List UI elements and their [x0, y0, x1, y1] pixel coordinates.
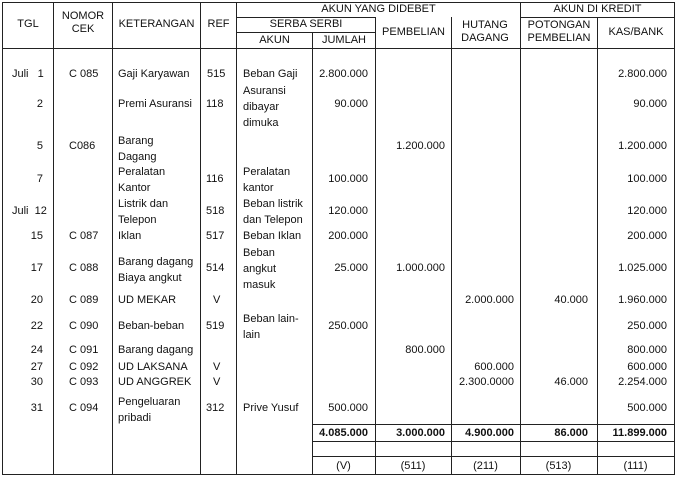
- total-jumlah: 4.085.000: [319, 427, 368, 439]
- row-5-kas: 120.000: [627, 205, 667, 217]
- row-8-cek: C 089: [69, 294, 99, 306]
- row-4-ket: Peralatan Kantor: [118, 166, 166, 194]
- row-7-cek: C 088: [69, 262, 99, 274]
- row-11-hutang: 600.000: [474, 361, 514, 373]
- header-bottom-line: [2, 48, 674, 49]
- row-9-akun: Beban lain-lain: [243, 313, 299, 341]
- row-1-akun: Beban Gaji: [243, 68, 298, 80]
- border-right: [674, 2, 675, 475]
- row-7-kas: 1.025.000: [618, 262, 667, 274]
- row-5-ket: Listrik dan Telepon: [118, 198, 169, 226]
- row-8-ref: V: [213, 294, 221, 306]
- ref-hutang: (211): [473, 460, 498, 472]
- row-10-kas: 800.000: [627, 344, 667, 356]
- row-5-ref: 518: [206, 205, 225, 217]
- row-6-ref: 517: [206, 230, 225, 242]
- row-5-jumlah: 120.000: [328, 205, 368, 217]
- row-2-kas: 90.000: [633, 98, 667, 110]
- row-6-cek: C 087: [69, 230, 99, 242]
- row-4-tgl: 7: [36, 173, 43, 185]
- header-serba-serbi: SERBA SERBI: [269, 18, 343, 30]
- row-6-tgl: 15: [30, 230, 43, 242]
- row-9-tgl: 22: [30, 320, 43, 332]
- row-7-ket: Barang dagang Biaya angkut: [118, 256, 194, 284]
- header-nomor-cek: NOMOR CEK: [61, 10, 105, 35]
- row-8-hutang: 2.000.000: [465, 294, 514, 306]
- row-12-potongan: 46.000: [554, 376, 588, 388]
- row-10-pembelian: 800.000: [405, 344, 445, 356]
- row-1-tgl: Juli 1: [12, 68, 44, 80]
- row-7-jumlah: 25.000: [334, 262, 368, 274]
- row-9-ket: Beban-beban: [118, 320, 185, 332]
- row-9-kas: 250.000: [627, 320, 667, 332]
- row-5-akun: Beban listrik dan Telepon: [243, 198, 303, 226]
- row-2-ref: 118: [206, 98, 224, 110]
- ref-kas: (111): [623, 460, 648, 472]
- row-2-jumlah: 90.000: [334, 98, 368, 110]
- header-akun-kredit: AKUN DI KREDIT: [553, 3, 642, 15]
- header-sub-line: [236, 32, 375, 33]
- totals-mid-line: [312, 441, 674, 442]
- row-2-ket: Premi Asuransi: [118, 98, 192, 110]
- total-pembelian: 3.000.000: [396, 427, 445, 439]
- row-12-ref: V: [213, 376, 221, 388]
- col-line-potongan: [520, 2, 521, 475]
- header-ref: REF: [207, 18, 230, 30]
- ref-pembelian: (511): [400, 460, 426, 472]
- col-line-ref: [200, 2, 201, 475]
- row-6-jumlah: 200.000: [328, 230, 368, 242]
- row-13-tgl: 31: [30, 402, 43, 414]
- row-7-pembelian: 1.000.000: [396, 262, 445, 274]
- col-line-ket: [112, 2, 113, 475]
- row-2-akun: Asuransi dibayar dimuka: [243, 85, 286, 129]
- header-tgl: TGL: [17, 18, 39, 30]
- total-hutang: 4.900.000: [465, 427, 514, 439]
- row-12-ket: UD ANGGREK: [118, 376, 192, 388]
- row-11-tgl: 27: [30, 361, 43, 373]
- row-13-cek: C 094: [69, 402, 99, 414]
- ref-potongan: (513): [545, 460, 572, 472]
- row-4-ref: 116: [206, 173, 224, 185]
- row-6-akun: Beban Iklan: [243, 230, 302, 242]
- header-jumlah: JUMLAH: [321, 34, 366, 46]
- row-1-kas: 2.800.000: [618, 68, 667, 80]
- row-3-pembelian: 1.200.000: [396, 140, 445, 152]
- row-4-jumlah: 100.000: [328, 173, 368, 185]
- row-4-akun: Peralatan kantor: [243, 166, 291, 194]
- header-potongan-pembelian: POTONGAN PEMBELIAN: [527, 19, 591, 44]
- header-akun-didebet: AKUN YANG DIDEBET: [321, 3, 436, 15]
- row-6-kas: 200.000: [627, 230, 667, 242]
- row-7-ref: 514: [206, 262, 225, 274]
- row-11-cek: C 092: [69, 361, 99, 373]
- row-13-akun: Prive Yusuf: [243, 402, 299, 414]
- row-3-kas: 1.200.000: [618, 140, 667, 152]
- col-line-hutang: [451, 17, 452, 475]
- header-akun: AKUN: [259, 34, 290, 46]
- row-5-tgl: Juli 12: [12, 205, 47, 217]
- row-13-jumlah: 500.000: [328, 402, 368, 414]
- row-8-potongan: 40.000: [554, 294, 588, 306]
- col-line-cek: [53, 2, 54, 475]
- row-9-cek: C 090: [69, 320, 99, 332]
- row-8-tgl: 20: [30, 294, 43, 306]
- row-1-ket: Gaji Karyawan: [118, 68, 190, 80]
- row-3-tgl: 5: [36, 140, 43, 152]
- col-line-akun: [236, 2, 237, 475]
- row-6-ket: Iklan: [118, 230, 142, 242]
- row-3-cek: C086: [69, 140, 96, 152]
- row-3-ket: Barang Dagang: [118, 135, 157, 163]
- row-13-kas: 500.000: [627, 402, 667, 414]
- header-keterangan: KETERANGAN: [118, 18, 195, 30]
- row-8-ket: UD MEKAR: [118, 294, 177, 306]
- total-potongan: 86.000: [554, 427, 588, 439]
- row-2-tgl: 2: [36, 98, 43, 110]
- header-kas-bank: KAS/BANK: [608, 26, 664, 38]
- row-13-ref: 312: [206, 402, 225, 414]
- row-12-tgl: 30: [30, 376, 43, 388]
- row-7-tgl: 17: [30, 262, 43, 274]
- total-kas: 11.899.000: [612, 427, 667, 439]
- row-11-ref: V: [213, 361, 221, 373]
- row-7-akun: Beban angkut masuk: [243, 247, 277, 291]
- row-1-cek: C 085: [69, 68, 99, 80]
- row-10-tgl: 24: [30, 344, 43, 356]
- row-11-ket: UD LAKSANA: [118, 361, 188, 373]
- border-bottom: [2, 474, 674, 475]
- row-12-kas: 2.254.000: [618, 376, 667, 388]
- row-10-cek: C 091: [69, 344, 99, 356]
- refs-line: [312, 456, 674, 457]
- row-10-ket: Barang dagang: [118, 344, 194, 356]
- col-line-pembelian: [375, 17, 376, 475]
- row-12-hutang: 2.300.0000: [458, 376, 514, 388]
- row-8-kas: 1.960.000: [618, 294, 667, 306]
- ref-jumlah: (V): [336, 460, 351, 472]
- row-11-kas: 600.000: [627, 361, 667, 373]
- header-pembelian: PEMBELIAN: [382, 26, 445, 38]
- row-12-cek: C 093: [69, 376, 99, 388]
- totals-top-line: [312, 424, 674, 425]
- row-1-ref: 515: [207, 68, 226, 80]
- row-13-ket: Pengeluaran pribadi: [118, 396, 181, 424]
- row-4-kas: 100.000: [627, 173, 667, 185]
- row-1-jumlah: 2.800.000: [319, 68, 368, 80]
- header-hutang-dagang: HUTANG DAGANG: [461, 19, 509, 44]
- row-9-jumlah: 250.000: [328, 320, 368, 332]
- row-9-ref: 519: [206, 320, 225, 332]
